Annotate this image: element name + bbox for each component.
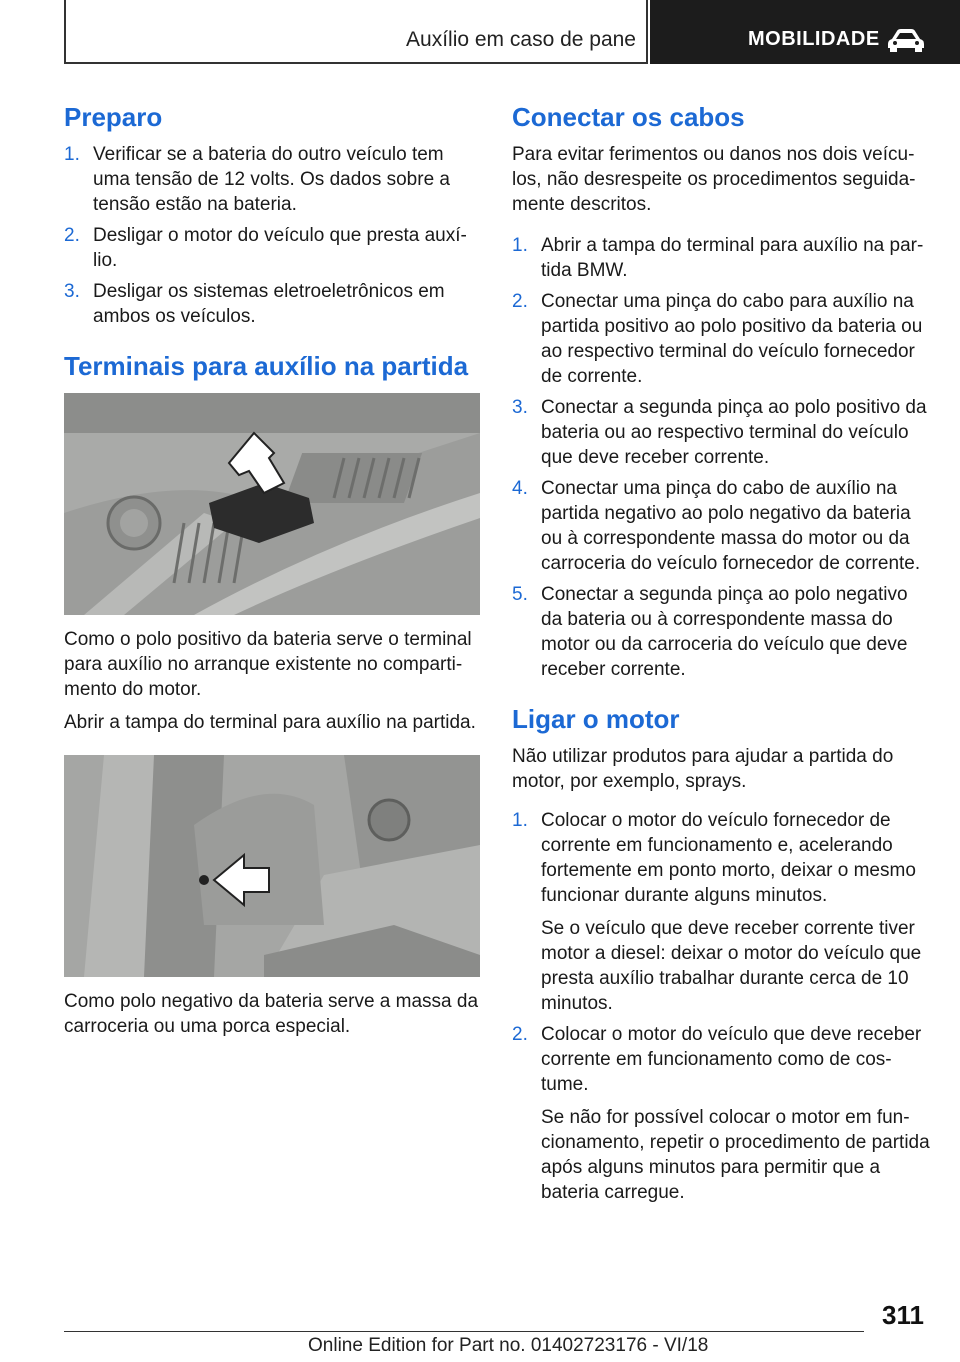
list-item-note: Se o veículo que deve receber corrente tiver motor a diesel: deixar o motor do veículo que presta auxílio trabalhar durante cerca de 10 minutos. <box>541 918 922 1014</box>
footer-divider <box>64 1331 864 1332</box>
list-item-note: Se não for possível colocar o motor em funcionamento, repetir o procedimento de partida após alguns minutos para permitir que a bateria carregue. <box>541 1107 930 1203</box>
list-item: 5. Conectar a segunda pinça ao polo negativo da bateria ou à correspondente massa do motor ou da carroceria do veículo que deve receber corrente. <box>512 584 908 680</box>
list-number: 2. <box>512 291 528 312</box>
heading-conectar: Conectar os cabos <box>512 102 745 132</box>
list-item: 2. Desligar o motor do veículo que presta auxílio. <box>64 225 467 271</box>
header-section-title: Auxílio em caso de pane <box>406 28 636 51</box>
header-chapter-box <box>650 0 960 64</box>
list-item: 4. Conectar uma pinça do cabo de auxílio na partida negativo ao polo negativo da bateria ou à correspondente massa do motor ou da carroceria do veículo fornecedor de corrente. <box>512 478 921 574</box>
list-number: 1. <box>512 235 528 256</box>
terminais-paragraph-2: Abrir a tampa do terminal para auxílio na partida. <box>64 712 476 733</box>
list-preparo <box>64 142 480 329</box>
left-column <box>64 100 480 1047</box>
list-item: 1. Verificar se a bateria do outro veículo tem uma tensão de 12 volts. Os dados sobre a tensão estão na bateria. <box>64 144 450 215</box>
list-item: 3. Conectar a segunda pinça ao polo positivo da bateria ou ao respectivo terminal do veículo que deve receber corrente. <box>512 397 927 468</box>
right-column <box>512 100 930 1217</box>
list-item: 3. Desligar os sistemas eletroeletrônicos em ambos os veículos. <box>64 281 445 327</box>
header-section-box <box>64 0 648 64</box>
engine-negative-terminal-photo <box>64 755 480 977</box>
engine-positive-terminal-photo <box>64 393 480 615</box>
header-chapter-title: MOBILIDADE <box>748 28 880 50</box>
list-item: 2. Colocar o motor do veículo que deve receber corrente em funcionamento como de costume. Se não for possível colocar o motor em funcionamento, repetir o procedimento de partida após alguns minutos para permitir que a bateria carregue. <box>512 1024 930 1203</box>
footer-edition: Online Edition for Part no. 01402723176 - VI/18 <box>308 1335 709 1356</box>
list-item: 2. Conectar uma pinça do cabo para auxílio na partida positivo ao polo positivo da bateria ou ao respectivo terminal do veículo fornecedor de corrente. <box>512 291 923 387</box>
terminais-paragraph-3: Como polo negativo da bateria serve a massa da carroceria ou uma porca especial. <box>64 991 479 1037</box>
list-number: 1. <box>512 810 528 831</box>
ligar-intro: Não utilizar produtos para ajudar a partida do motor, por exemplo, sprays. <box>512 746 894 792</box>
heading-terminais: Terminais para auxílio na partida <box>64 351 469 381</box>
list-item: 1. Colocar o motor do veículo fornecedor de corrente em funcionamento e, acelerando fortemente em ponto morto, deixar o mesmo funcionar durante alguns minutos. Se o veículo que deve receber corrente tiver motor a diesel: deixar o motor do veículo que presta auxílio trabalhar durante cerca de 10 minutos. <box>512 808 930 1016</box>
terminais-paragraph-1: Como o polo positivo da bateria serve o terminal para auxílio no arranque existente no compartimento do motor. <box>64 629 472 700</box>
list-number: 2. <box>64 225 80 246</box>
conectar-intro: Para evitar ferimentos ou danos nos dois veículos, não desrespeite os procedimentos seguidamente descritos. <box>512 144 916 215</box>
list-number: 5. <box>512 584 528 605</box>
list-number: 3. <box>64 281 80 302</box>
page-number: 311 <box>882 1300 924 1330</box>
list-number: 3. <box>512 397 528 418</box>
list-conectar <box>512 233 930 682</box>
list-number: 1. <box>64 144 80 165</box>
list-ligar <box>512 808 930 1205</box>
heading-ligar: Ligar o motor <box>512 704 680 734</box>
car-icon <box>886 27 926 53</box>
list-number: 2. <box>512 1024 528 1045</box>
heading-preparo: Preparo <box>64 102 163 132</box>
list-number: 4. <box>512 478 528 499</box>
list-item: 1. Abrir a tampa do terminal para auxílio na partida BMW. <box>512 235 924 281</box>
